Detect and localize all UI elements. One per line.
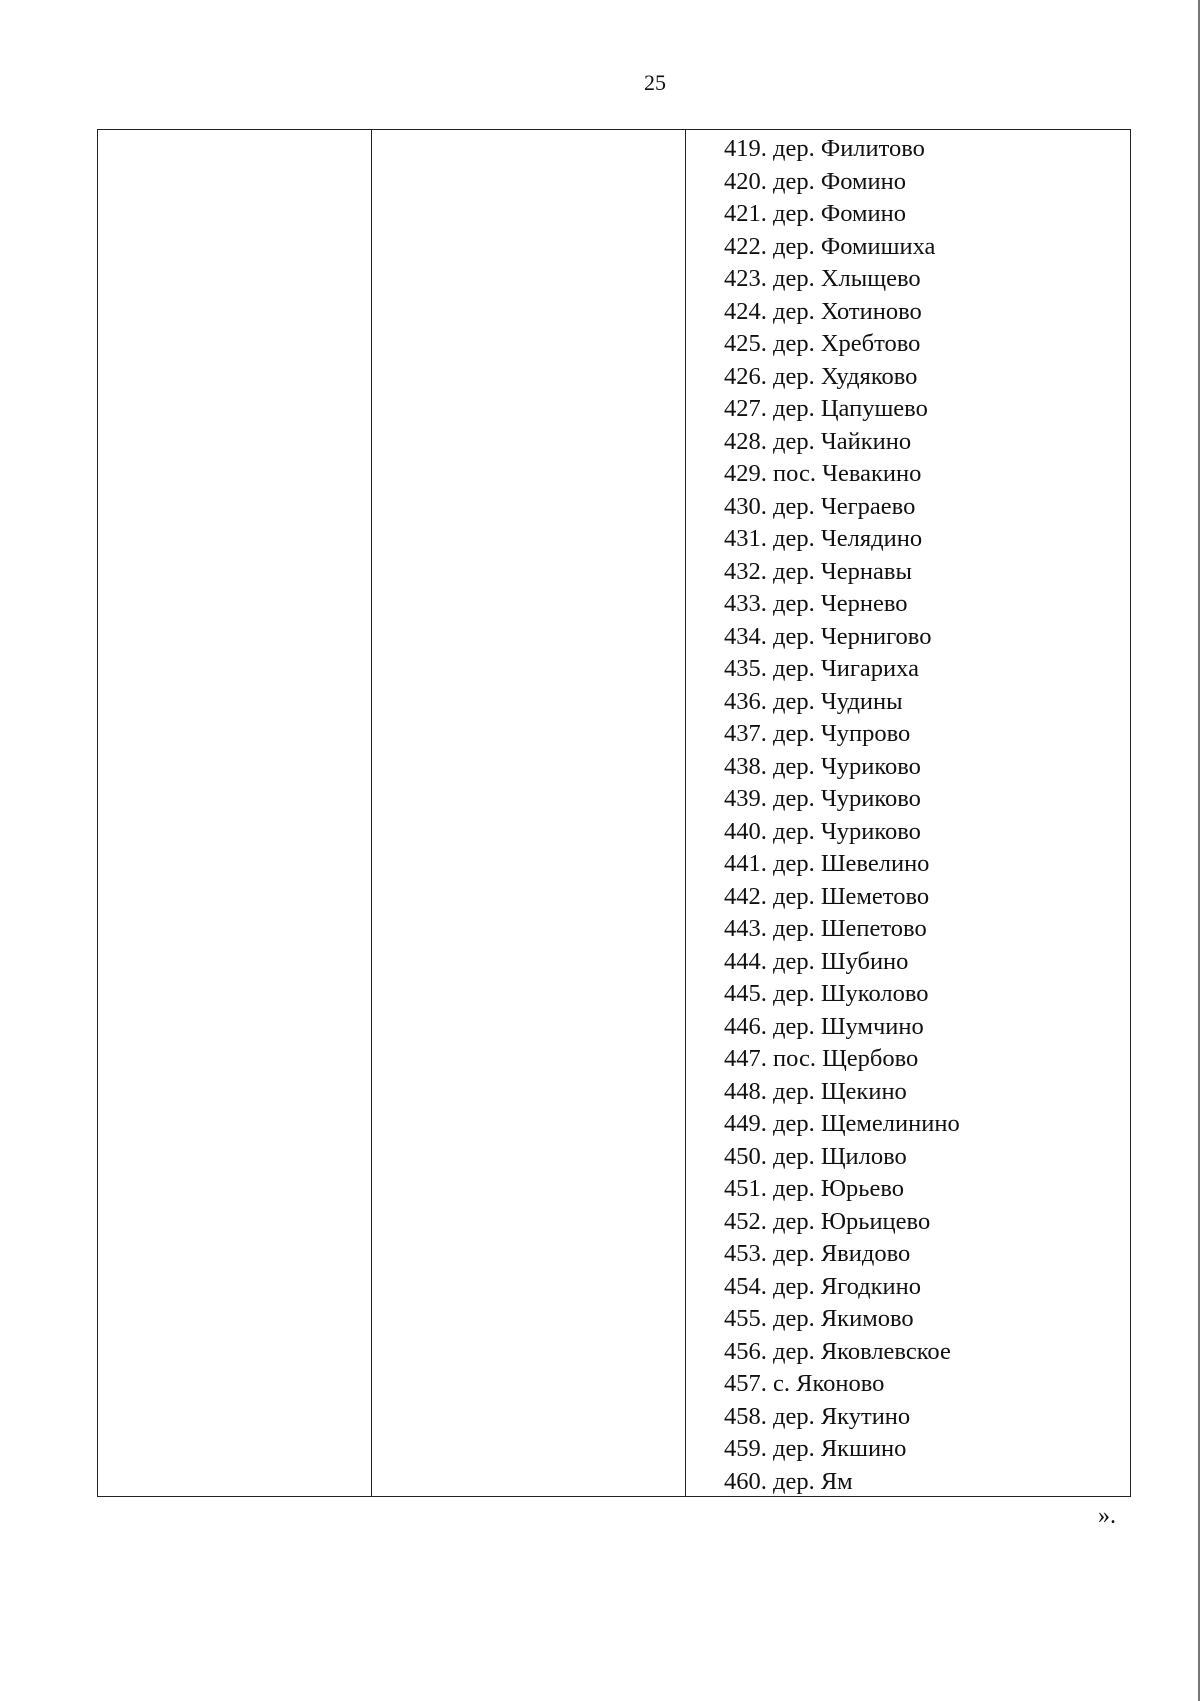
- list-item: 429. пос. Чевакино: [724, 460, 922, 487]
- list-item: 428. дер. Чайкино: [724, 427, 912, 455]
- list-item: 444. дер. Шубино: [724, 947, 909, 975]
- list-item: 450. дер. Щилово: [724, 1142, 907, 1170]
- list-item: 434. дер. Чернигово: [724, 622, 932, 650]
- list-item: 459. дер. Якшино: [724, 1435, 907, 1462]
- list-item: 437. дер. Чупрово: [724, 720, 911, 747]
- list-item: 455. дер. Якимово: [724, 1305, 914, 1332]
- list-item: 424. дер. Хотиново: [724, 297, 922, 325]
- table-column-3: [686, 130, 1130, 1496]
- list-item: 445. дер. Шуколово: [724, 980, 929, 1007]
- list-item: 448. дер. Щекино: [724, 1077, 907, 1105]
- list-item: 449. дер. Щемелинино: [724, 1110, 960, 1137]
- list-item: 441. дер. Шевелино: [724, 850, 930, 877]
- list-item: 442. дер. Шеметово: [724, 882, 930, 910]
- settlements-table: [97, 129, 1131, 1497]
- list-item: 454. дер. Ягодкино: [724, 1272, 922, 1300]
- list-item: 440. дер. Чуриково: [724, 817, 921, 845]
- list-item: 443. дер. Шепетово: [724, 915, 927, 942]
- list-item: 446. дер. Шумчино: [724, 1012, 924, 1040]
- list-item: 435. дер. Чигариха: [724, 655, 919, 682]
- list-item: 458. дер. Якутино: [724, 1402, 911, 1430]
- list-item: 456. дер. Яковлевское: [724, 1337, 951, 1365]
- closing-quote-mark: ».: [1098, 1503, 1116, 1529]
- list-item: 431. дер. Челядино: [724, 525, 923, 552]
- list-item: 452. дер. Юрьицево: [724, 1207, 931, 1235]
- settlement-list: [724, 133, 1130, 1498]
- list-item: 433. дер. Чернево: [724, 590, 908, 617]
- list-item: 421. дер. Фомино: [724, 200, 906, 227]
- list-item: 438. дер. Чуриково: [724, 752, 921, 780]
- list-item: 430. дер. Чеграево: [724, 492, 916, 520]
- list-item: 451. дер. Юрьево: [724, 1175, 904, 1202]
- list-item: 426. дер. Худяково: [724, 362, 918, 390]
- table-column-1: [98, 130, 372, 1496]
- list-item: 419. дер. Филитово: [724, 135, 925, 162]
- list-item: 439. дер. Чуриково: [724, 785, 921, 812]
- list-item: 427. дер. Цапушево: [724, 395, 928, 422]
- list-item: 447. пос. Щербово: [724, 1045, 919, 1072]
- list-item: 432. дер. Чернавы: [724, 557, 912, 585]
- list-item: 453. дер. Явидово: [724, 1240, 911, 1267]
- list-item: 423. дер. Хлыщево: [724, 265, 921, 292]
- list-item: 425. дер. Хребтово: [724, 330, 921, 357]
- table-column-2: [372, 130, 686, 1496]
- list-item: 420. дер. Фомино: [724, 167, 906, 195]
- list-item: 460. дер. Ям: [724, 1467, 853, 1495]
- list-item: 457. с. Яконово: [724, 1370, 885, 1397]
- list-item: 422. дер. Фомишиха: [724, 232, 936, 260]
- list-item: 436. дер. Чудины: [724, 687, 903, 715]
- page-number: 25: [644, 70, 666, 95]
